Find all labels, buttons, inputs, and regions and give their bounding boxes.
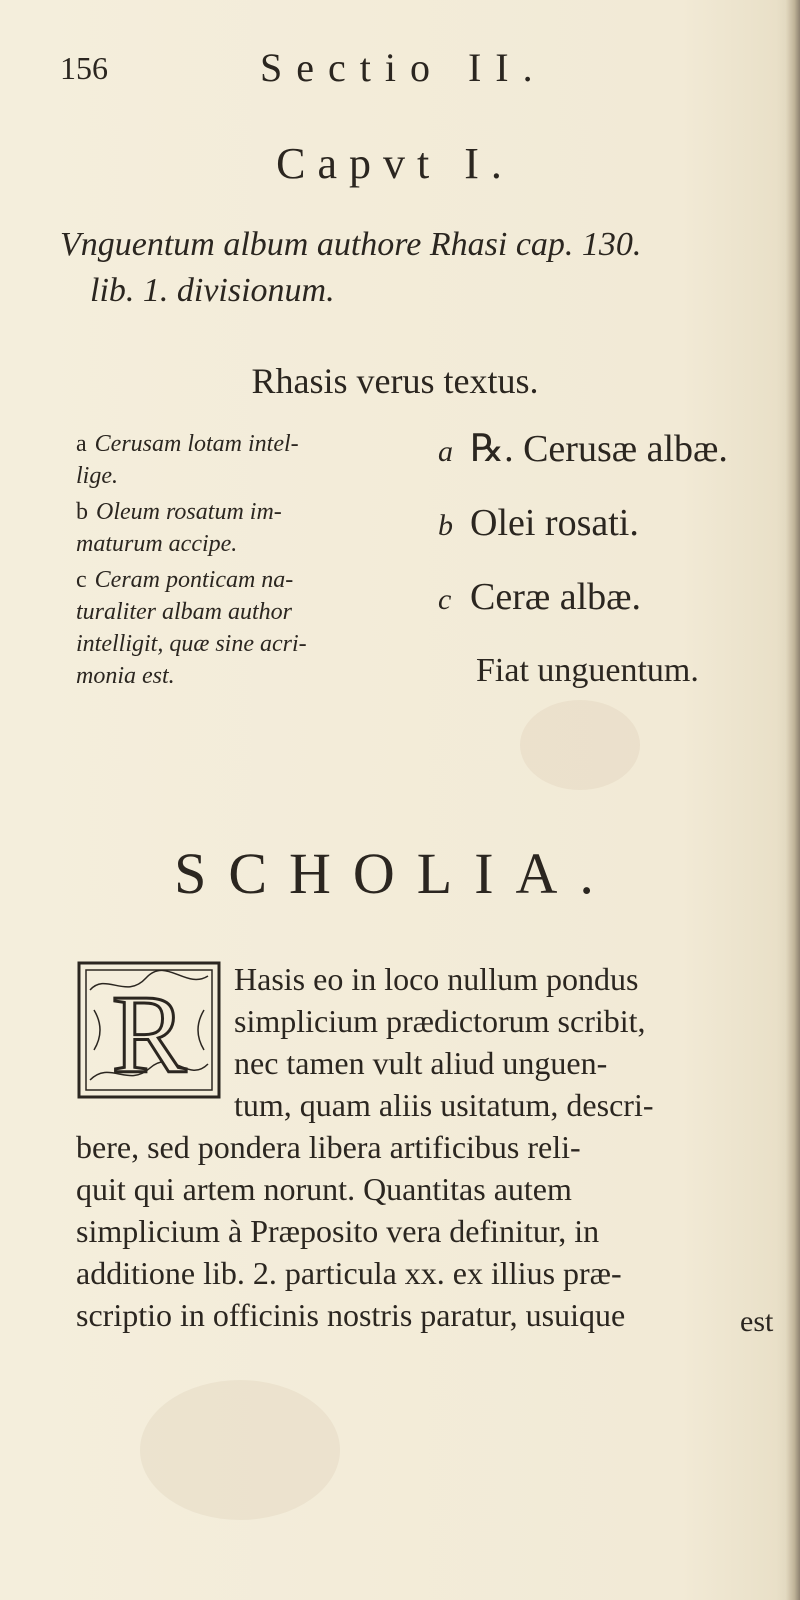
ingredient-letter: a [438, 435, 453, 468]
ingredient-list [438, 425, 783, 721]
body-line: quit qui artem norunt. Quantitas autem [76, 1171, 572, 1207]
body-line: tum, quam aliis usitatum, descri- [234, 1087, 654, 1123]
note-letter: a [76, 431, 87, 457]
body-line: bere, sed pondera libera artificibus reli- [76, 1129, 581, 1165]
note-line: maturum accipe. [76, 531, 238, 557]
note-letter: c [76, 567, 87, 593]
note-line: intelligit, quæ sine acri- [76, 631, 307, 657]
note-line: Cerusam lotam intel- [94, 431, 299, 457]
page-edge [786, 0, 800, 1600]
paper-stain [140, 1380, 340, 1520]
ingredient-text: Olei rosati. [470, 502, 639, 544]
note-a [76, 428, 416, 492]
ingredient-text: . Cerusæ albæ. [504, 428, 728, 470]
note-line: lige. [76, 463, 118, 489]
note-line: Ceram ponticam na- [94, 567, 294, 593]
ingredient-text: Ceræ albæ. [470, 576, 641, 618]
section-title: Sectio II. [260, 45, 547, 90]
body-line: simplicium à Præposito vera definitur, in [76, 1213, 600, 1249]
recipe-heading [60, 222, 780, 314]
ingredient-letter: c [438, 583, 452, 616]
ingredient-letter: b [438, 509, 453, 542]
ingredient-c [438, 573, 783, 647]
recipe-heading-line-1: Vnguentum album authore Rhasi cap. 130. [60, 226, 642, 263]
drop-cap-letter: R [111, 973, 187, 1097]
recipe-heading-line-2: lib. 1. divisionum. [90, 272, 335, 309]
note-b [76, 496, 416, 560]
recipe-symbol-icon: ℞ [470, 428, 505, 470]
note-c [76, 564, 416, 692]
marginal-notes [76, 428, 416, 696]
body-line: scriptio in officinis nostris paratur, usuique [76, 1297, 626, 1333]
body-line: simplicium prædictorum scribit, [234, 1003, 646, 1039]
body-line: Hasis eo in loco nullum pondus [234, 961, 639, 997]
subheading: Rhasis verus textus. [251, 361, 539, 401]
note-line: turaliter albam author [76, 599, 293, 625]
scholia-heading: SCHOLIA. [174, 841, 616, 906]
ingredient-a [438, 425, 783, 499]
body-line: additione lib. 2. particula xx. ex illius præ- [76, 1255, 622, 1291]
scholia-body [76, 958, 770, 1336]
chapter-title: Capvt I. [276, 139, 514, 188]
ingredient-b [438, 499, 783, 573]
running-head [60, 42, 760, 102]
page-number: 156 [60, 50, 108, 86]
ingredient-instruction: Fiat unguentum. [476, 652, 699, 689]
body-line: nec tamen vult aliud unguen- [234, 1045, 608, 1081]
note-line: monia est. [76, 663, 175, 689]
note-letter: b [76, 499, 88, 525]
note-line: Oleum rosatum im- [96, 499, 282, 525]
catchword: est [740, 1305, 774, 1338]
